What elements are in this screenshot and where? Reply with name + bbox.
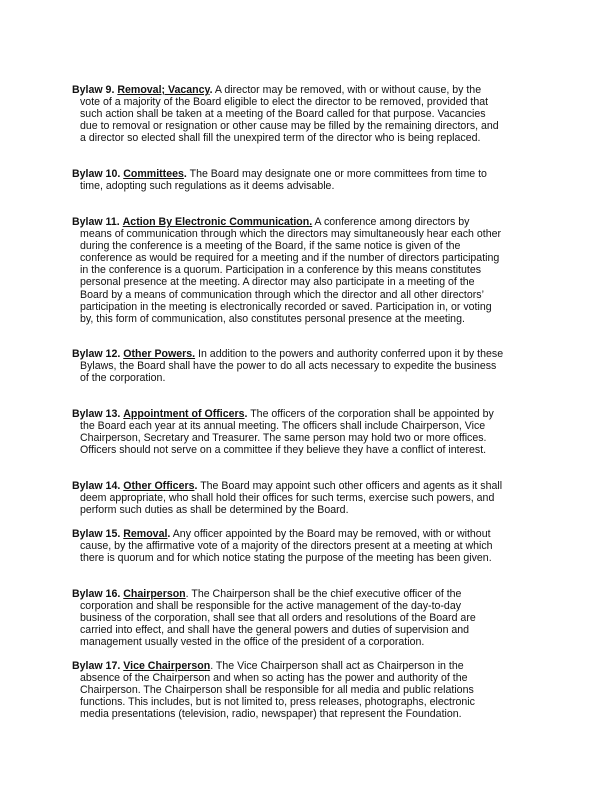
bylaw-label: Bylaw 13. bbox=[72, 408, 121, 420]
bylaw-label: Bylaw 9. bbox=[72, 84, 115, 96]
bylaw-label: Bylaw 11. bbox=[72, 216, 120, 228]
bylaw-title: Chairperson bbox=[123, 588, 186, 600]
bylaw-title-punct: . bbox=[194, 480, 198, 492]
bylaw-text: . The Vice Chairperson shall act as Chairperson in the absence of the Chairperson and when so acting has the power and authority of the Chairperson. The Chairperson shall be responsible for all media and public relations functions. This includes, but is not limited to, press releases, photographs, electronic media presentations (television, radio, newspaper) that represent the Foundation. bbox=[80, 660, 475, 721]
bylaw-label: Bylaw 15. bbox=[72, 528, 121, 540]
bylaw-17 bbox=[72, 660, 504, 720]
bylaw-title: Action By Electronic Communication. bbox=[122, 216, 313, 228]
bylaw-title: Vice Chairperson bbox=[123, 660, 211, 672]
bylaw-label: Bylaw 10. bbox=[72, 168, 121, 180]
bylaw-text: A conference among directors by means of communication through which the directors may simultaneously hear each other during the conference is a meeting of the Board, if the same notice is given of the conference as would be required for a meeting and if the number of directors participating in the conference is a quorum. Participation in a conference by this means constitutes personal presence at the meeting. A director may also participate in a meeting of the Board by a means of communication through which the director and all other directors’ participation in the meeting is electronically recorded or saved. Participation in, or voting by, this form of communication, also constitutes personal presence at the meeting. bbox=[80, 216, 502, 325]
bylaw-label: Bylaw 12. bbox=[72, 348, 121, 360]
bylaw-14 bbox=[72, 480, 504, 516]
bylaw-title: Other Powers. bbox=[123, 348, 196, 360]
bylaw-text: The officers of the corporation shall be appointed by the Board each year at its annual meeting. The officers shall include Chairperson, Vice Chairperson, Secretary and Treasurer. The same person may hold two or more offices. Officers should not serve on a committee if they believe they have a conflict of interest. bbox=[80, 408, 494, 457]
bylaw-15 bbox=[72, 528, 504, 564]
bylaw-11 bbox=[72, 216, 504, 325]
bylaw-title-punct: . bbox=[244, 408, 248, 420]
bylaw-text: . The Chairperson shall be the chief executive officer of the corporation and shall be responsible for the active management of the day-to-day business of the corporation, shall see that all orders and resolutions of the Board are carried into effect, and shall have the general powers and duties of supervision and management usually vested in the office of the president of a corporation. bbox=[80, 588, 476, 649]
bylaw-label: Bylaw 14. bbox=[72, 480, 121, 492]
bylaw-label: Bylaw 16. bbox=[72, 588, 121, 600]
bylaw-text: Any officer appointed by the Board may be removed, with or without cause, by the affirmative vote of a majority of the directors present at a meeting at which there is quorum and for which notice stating the purpose of the meeting has been given. bbox=[80, 528, 493, 565]
bylaw-title: Committees bbox=[123, 168, 184, 180]
bylaw-title: Appointment of Officers bbox=[123, 408, 245, 420]
bylaw-13 bbox=[72, 408, 504, 456]
bylaw-title-punct: . bbox=[183, 168, 187, 180]
bylaw-10 bbox=[72, 168, 504, 192]
bylaw-title: Other Officers bbox=[123, 480, 195, 492]
bylaw-text: The Board may designate one or more committees from time to time, adopting such regulations as it deems advisable. bbox=[80, 168, 487, 193]
bylaw-title-punct: . bbox=[209, 84, 213, 96]
bylaw-text: The Board may appoint such other officers and agents as it shall deem appropriate, who shall hold their offices for such terms, exercise such powers, and perform such duties as shall be determined by the Board. bbox=[80, 480, 503, 517]
bylaw-text: A director may be removed, with or without cause, by the vote of a majority of the Board eligible to elect the director to be removed, provided that such action shall be taken at a meeting of the Board called for that purpose. Vacancies due to removal or resignation or other cause may be filled by the remaining directors, and a director so elected shall fill the unexpired term of the director who is being replaced. bbox=[80, 84, 499, 145]
bylaw-title: Removal; Vacancy bbox=[117, 84, 210, 96]
bylaw-16 bbox=[72, 588, 504, 648]
bylaw-label: Bylaw 17. bbox=[72, 660, 121, 672]
bylaw-text: In addition to the powers and authority conferred upon it by these Bylaws, the Board shall have the power to do all acts necessary to expedite the business of the corporation. bbox=[80, 348, 504, 385]
bylaw-title: Removal bbox=[123, 528, 168, 540]
bylaw-12 bbox=[72, 348, 504, 384]
bylaw-9 bbox=[72, 84, 504, 144]
bylaw-title-punct: . bbox=[167, 528, 171, 540]
